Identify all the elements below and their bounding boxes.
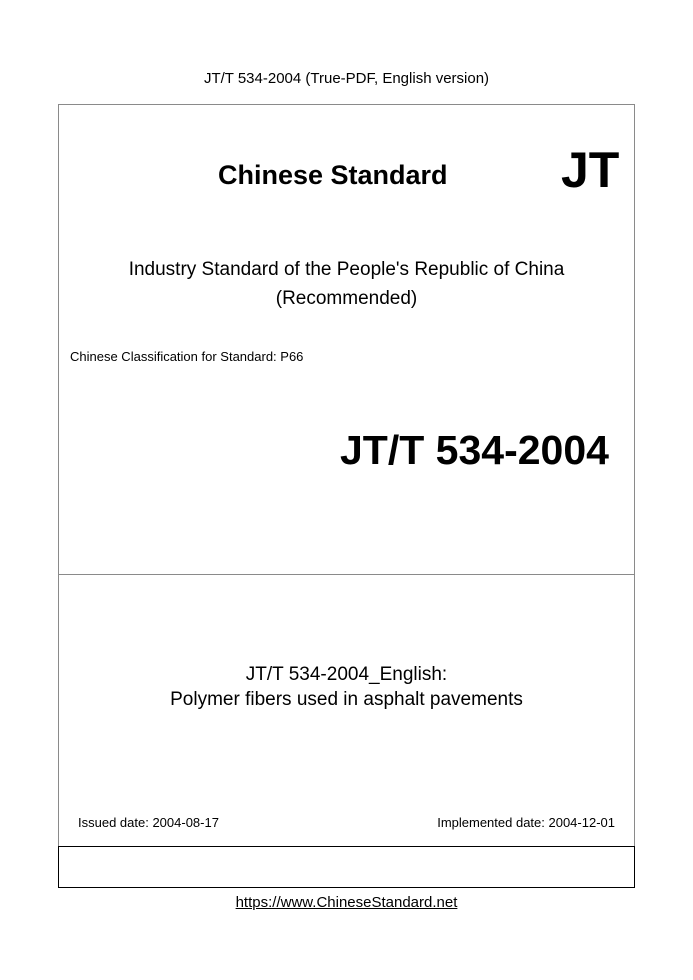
footer (0, 893, 693, 913)
standard-type-label: Chinese Standard (218, 160, 448, 190)
document-header: JT/T 534-2004 (True-PDF, English version) (203, 70, 490, 87)
website-link[interactable]: https://www.ChineseStandard.net (235, 894, 458, 911)
issued-date: Issued date: 2004-08-17 (78, 815, 219, 830)
classification-text: Chinese Classification for Standard: P66 (70, 349, 304, 364)
document-number: JT/T 534-2004 (340, 427, 609, 473)
document-code-title: JT/T 534-2004_English: (245, 664, 448, 685)
document-title: Polymer fibers used in asphalt pavements (170, 689, 523, 710)
implemented-date: Implemented date: 2004-12-01 (437, 815, 615, 830)
standard-code-logo: JT (561, 142, 620, 198)
recommended-label: (Recommended) (275, 288, 418, 309)
industry-standard-line: Industry Standard of the People's Republic of China (128, 259, 565, 280)
cover-bottom-panel (58, 846, 635, 888)
